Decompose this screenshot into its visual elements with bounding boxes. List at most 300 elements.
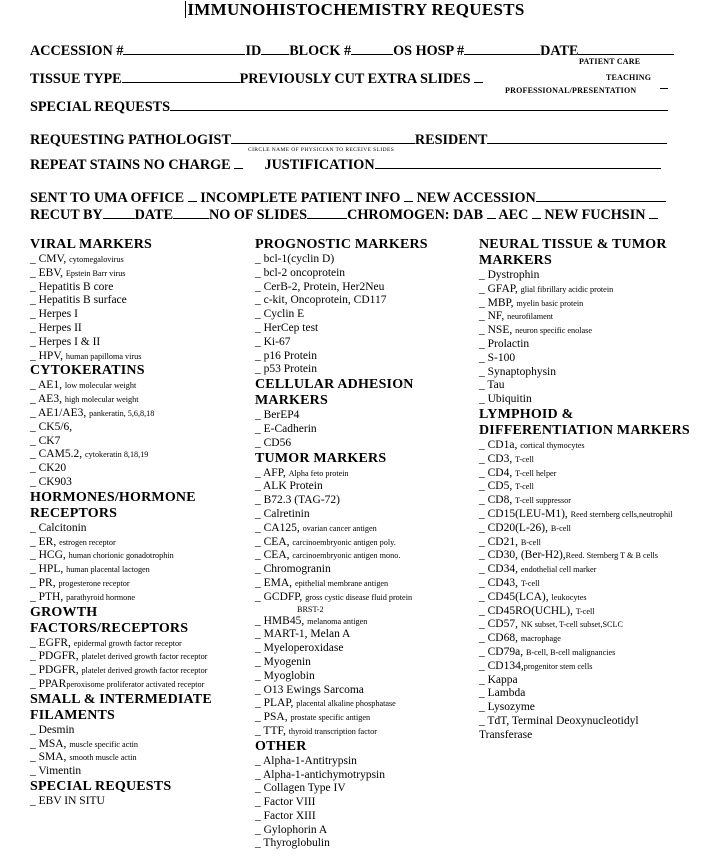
- checkbox-item[interactable]: [255, 536, 428, 550]
- item-label: PR,: [38, 576, 59, 589]
- checkbox-item[interactable]: [479, 439, 690, 453]
- blank-checkbox[interactable]: _: [479, 282, 488, 295]
- header-row-repeat: REPEAT STAINS NO CHARGE JUSTIFICATION: [30, 156, 661, 173]
- item-label: CD68,: [487, 632, 521, 645]
- checkbox-item[interactable]: [30, 281, 212, 295]
- checkbox-item[interactable]: [255, 725, 428, 739]
- item-label: NF,: [487, 310, 508, 323]
- checkbox-item[interactable]: [30, 751, 212, 765]
- header-row-sent: SENT TO UMA OFFICE INCOMPLETE PATIENT INFO NEW ACCESSION: [30, 189, 666, 206]
- checkbox-item[interactable]: [479, 366, 690, 380]
- item-description: placental alkaline phosphatase: [296, 699, 396, 709]
- blank-checkbox[interactable]: _: [255, 480, 263, 493]
- item-label: CD4,: [487, 466, 516, 479]
- checkbox-item[interactable]: [479, 269, 690, 283]
- blank-checkbox[interactable]: _: [30, 308, 39, 321]
- checkbox-item[interactable]: [30, 462, 212, 476]
- checkbox-item[interactable]: [30, 294, 212, 308]
- item-description: epidermal growth factor receptor: [73, 638, 182, 648]
- blank-checkbox[interactable]: _: [255, 576, 264, 589]
- item-label: CEA,: [263, 535, 293, 548]
- checkbox-item[interactable]: [479, 660, 690, 674]
- item-label: CD57,: [487, 618, 521, 631]
- checkbox-item[interactable]: [30, 765, 212, 779]
- blank-checkbox[interactable]: _: [30, 549, 39, 562]
- blank-checkbox[interactable]: _: [479, 324, 488, 337]
- blank-checkbox[interactable]: _: [255, 549, 264, 562]
- blank-checkbox[interactable]: _: [255, 809, 264, 822]
- item-label: CEA,: [263, 549, 293, 562]
- item-label: CD56: [263, 436, 292, 449]
- item-label: CA125,: [263, 521, 303, 534]
- checkbox-item[interactable]: [479, 338, 690, 352]
- checkbox-item[interactable]: [479, 591, 690, 605]
- item-label: p53 Protein: [263, 363, 317, 376]
- checkbox-item[interactable]: [30, 549, 212, 563]
- checkbox-item[interactable]: [255, 336, 428, 350]
- continuation-text: Transferase: [479, 728, 533, 741]
- item-description: leukocytes: [551, 592, 587, 602]
- blank-checkbox[interactable]: _: [479, 365, 488, 378]
- blank-checkbox[interactable]: _: [255, 711, 264, 724]
- checkbox-item[interactable]: [479, 632, 690, 646]
- checkbox-item[interactable]: [255, 437, 428, 451]
- checkbox-item[interactable]: [479, 577, 690, 591]
- checkbox-item[interactable]: [255, 350, 428, 364]
- blank-checkbox[interactable]: _: [479, 645, 488, 658]
- item-description: platelet derived growth factor receptor: [81, 652, 208, 662]
- item-label: Ubiquitin: [487, 393, 532, 406]
- item-label: CD30, (Ber-H2),: [487, 549, 566, 562]
- blank-checkbox[interactable]: _: [479, 618, 488, 631]
- blank-checkbox[interactable]: _: [255, 669, 264, 682]
- item-description: estrogen receptor: [59, 537, 116, 547]
- blank-checkbox[interactable]: _: [255, 409, 264, 422]
- blank-checkbox[interactable]: _: [30, 521, 39, 534]
- blank-checkbox[interactable]: _: [30, 535, 39, 548]
- special-requests-field[interactable]: [170, 98, 668, 111]
- blank-checkbox[interactable]: _: [255, 266, 264, 279]
- section-heading: VIRAL MARKERS: [30, 237, 153, 252]
- blank-checkbox[interactable]: _: [479, 563, 488, 576]
- checkbox-item[interactable]: [255, 670, 428, 684]
- blank-checkbox[interactable]: _: [479, 351, 488, 364]
- item-label: Collagen Type IV: [263, 782, 346, 795]
- item-label: AE3,: [38, 393, 65, 406]
- blank-checkbox[interactable]: _: [255, 697, 264, 710]
- blank-checkbox[interactable]: _: [479, 480, 488, 493]
- blank-checkbox[interactable]: _: [30, 723, 39, 736]
- checkbox-item[interactable]: [30, 253, 212, 267]
- checkbox-item[interactable]: [30, 591, 212, 605]
- blank-checkbox[interactable]: _: [479, 673, 488, 686]
- checkbox-item[interactable]: [30, 435, 212, 449]
- checkbox-item[interactable]: [255, 563, 428, 577]
- checkbox-item[interactable]: [255, 769, 428, 783]
- item-label: MART-1, Melan A: [263, 628, 351, 641]
- checkbox-item[interactable]: [30, 448, 212, 462]
- item-label: Calcitonin: [38, 521, 87, 534]
- checkbox-item[interactable]: [479, 310, 690, 324]
- blank-checkbox[interactable]: _: [30, 664, 39, 677]
- item-description: cytokeratin 8,18,19: [84, 450, 149, 460]
- blank-checkbox[interactable]: _: [255, 308, 264, 321]
- blank-checkbox[interactable]: _: [30, 266, 39, 279]
- blank-checkbox[interactable]: _: [30, 393, 38, 406]
- blank-checkbox[interactable]: _: [30, 475, 39, 488]
- item-label: Herpes I & II: [38, 335, 101, 348]
- blank-checkbox[interactable]: _: [255, 294, 264, 307]
- blank-checkbox[interactable]: _: [479, 269, 488, 281]
- item-label: CD21,: [487, 535, 521, 548]
- checkbox-item[interactable]: [30, 724, 212, 738]
- checkbox-item[interactable]: [255, 684, 428, 698]
- checkbox-item[interactable]: [255, 656, 428, 670]
- checkbox-item[interactable]: [255, 322, 428, 336]
- section-heading: CELLULAR ADHESION: [255, 377, 414, 393]
- blank-checkbox[interactable]: _: [255, 724, 264, 737]
- checkbox-item[interactable]: [255, 508, 428, 522]
- checkbox-item[interactable]: [30, 308, 212, 322]
- checkbox-item[interactable]: [30, 795, 212, 809]
- checkbox-item[interactable]: [30, 350, 212, 364]
- blank-checkbox[interactable]: _: [30, 379, 38, 392]
- checkbox-item[interactable]: [30, 476, 212, 490]
- professional-check[interactable]: [660, 88, 668, 89]
- blank-checkbox[interactable]: _: [255, 321, 264, 334]
- new-fuchsin-check[interactable]: [649, 206, 658, 219]
- checkbox-item[interactable]: [30, 336, 212, 350]
- item-label: CK20: [38, 462, 67, 475]
- item-description: glial fibrillary acidic protein: [520, 284, 614, 294]
- blank-checkbox[interactable]: _: [30, 253, 39, 265]
- item-label: p16 Protein: [263, 349, 317, 362]
- blank-checkbox[interactable]: _: [479, 466, 488, 479]
- header-row-pathologist: REQUESTING PATHOLOGIST RESIDENT: [30, 131, 667, 148]
- item-label: ALK Protein: [263, 480, 323, 493]
- blank-checkbox[interactable]: _: [255, 655, 264, 668]
- item-description: cortical thymocytes: [520, 440, 585, 450]
- blank-checkbox[interactable]: _: [479, 494, 488, 507]
- checkbox-item[interactable]: [30, 577, 212, 591]
- item-label: AFP,: [263, 466, 289, 479]
- blank-checkbox[interactable]: _: [479, 604, 488, 617]
- checkbox-item[interactable]: [255, 628, 428, 642]
- justification-field[interactable]: [375, 156, 661, 169]
- block-field[interactable]: [351, 42, 393, 55]
- blank-checkbox[interactable]: _: [255, 253, 264, 265]
- checkbox-item[interactable]: [30, 536, 212, 550]
- blank-checkbox[interactable]: _: [30, 563, 39, 576]
- section-heading: PROGNOSTIC MARKERS: [255, 237, 428, 252]
- item-label: CerB-2, Protein, Her2Neu: [263, 280, 385, 293]
- blank-checkbox[interactable]: _: [255, 349, 264, 362]
- checkbox-item[interactable]: [30, 267, 212, 281]
- checkbox-item[interactable]: [479, 715, 690, 729]
- item-label: bcl-2 oncoprotein: [263, 266, 346, 279]
- blank-checkbox[interactable]: _: [255, 422, 264, 435]
- recut-by-field[interactable]: [103, 206, 135, 219]
- blank-checkbox[interactable]: _: [255, 796, 264, 809]
- item-description: high molecular weight: [64, 395, 139, 405]
- blank-checkbox[interactable]: _: [479, 452, 488, 465]
- date-field[interactable]: [578, 42, 674, 55]
- blank-checkbox[interactable]: _: [255, 521, 264, 534]
- blank-checkbox[interactable]: _: [255, 535, 264, 548]
- blank-checkbox[interactable]: _: [30, 462, 39, 475]
- checkbox-item[interactable]: [479, 480, 690, 494]
- new-accession-field[interactable]: [536, 189, 666, 202]
- aec-check[interactable]: [532, 206, 541, 219]
- checkbox-item[interactable]: [255, 409, 428, 423]
- item-label: CD79a,: [487, 645, 526, 658]
- column-middle: [255, 237, 428, 851]
- incomplete-check[interactable]: [404, 189, 413, 202]
- blank-checkbox[interactable]: _: [255, 590, 264, 603]
- checkbox-item[interactable]: [255, 837, 428, 851]
- checkbox-item[interactable]: [479, 563, 690, 577]
- dab-check[interactable]: [487, 206, 496, 219]
- checkbox-item[interactable]: [30, 637, 212, 651]
- checkbox-item[interactable]: [30, 379, 212, 393]
- blank-checkbox[interactable]: _: [255, 563, 264, 576]
- checkbox-item[interactable]: [479, 549, 690, 563]
- checkbox-item[interactable]: [255, 796, 428, 810]
- item-label: GCDFP,: [263, 590, 306, 603]
- item-label: Kappa: [487, 673, 518, 686]
- os-hosp-field[interactable]: [464, 42, 540, 55]
- blank-checkbox[interactable]: _: [479, 296, 488, 309]
- item-description: prostate specific antigen: [290, 713, 371, 723]
- section-heading: SPECIAL REQUESTS: [30, 778, 172, 794]
- checkbox-item[interactable]: [255, 467, 428, 481]
- checkbox-item[interactable]: [30, 322, 212, 336]
- checkbox-item[interactable]: [255, 423, 428, 437]
- checkbox-item[interactable]: [479, 536, 690, 550]
- blank-checkbox[interactable]: _: [30, 335, 39, 348]
- item-description: peroxisome proliferator activated receptor: [66, 679, 205, 689]
- checkbox-item[interactable]: [479, 453, 690, 467]
- checkbox-item[interactable]: [30, 522, 212, 536]
- blank-checkbox[interactable]: _: [30, 349, 39, 362]
- checkbox-item[interactable]: [255, 810, 428, 824]
- checkbox-item[interactable]: [479, 283, 690, 297]
- blank-checkbox[interactable]: _: [30, 737, 39, 750]
- checkbox-item[interactable]: [479, 701, 690, 715]
- checkbox-item[interactable]: [479, 324, 690, 338]
- item-label: MSA,: [38, 737, 70, 750]
- id-field[interactable]: [261, 42, 289, 55]
- blank-checkbox[interactable]: _: [30, 794, 39, 807]
- item-label: CD45RO(UCHL),: [487, 604, 576, 617]
- blank-checkbox[interactable]: _: [479, 535, 488, 548]
- blank-checkbox[interactable]: _: [30, 280, 39, 293]
- checkbox-item[interactable]: [255, 281, 428, 295]
- checkbox-item[interactable]: [479, 618, 690, 632]
- checkbox-item[interactable]: [479, 605, 690, 619]
- blank-checkbox[interactable]: _: [255, 466, 263, 479]
- blank-checkbox[interactable]: _: [479, 507, 488, 520]
- resident-field[interactable]: [487, 131, 667, 144]
- checkbox-item[interactable]: [255, 363, 428, 377]
- blank-checkbox[interactable]: _: [479, 687, 488, 700]
- blank-checkbox[interactable]: _: [30, 751, 39, 764]
- checkbox-item[interactable]: [255, 711, 428, 725]
- blank-checkbox[interactable]: _: [479, 379, 488, 392]
- section-heading: CYTOKERATINS: [30, 363, 145, 379]
- checkbox-item[interactable]: [30, 664, 212, 678]
- blank-checkbox[interactable]: _: [30, 576, 39, 589]
- checkbox-item[interactable]: [255, 615, 428, 629]
- section-heading: TUMOR MARKERS: [255, 450, 387, 466]
- checkbox-item[interactable]: [255, 755, 428, 769]
- checkbox-item[interactable]: [30, 563, 212, 577]
- blank-checkbox[interactable]: _: [30, 294, 39, 307]
- blank-checkbox[interactable]: _: [479, 714, 488, 727]
- blank-checkbox[interactable]: _: [30, 434, 39, 447]
- blank-checkbox[interactable]: _: [479, 438, 488, 451]
- item-description: T-cell: [515, 454, 534, 464]
- checkbox-item[interactable]: [479, 379, 690, 393]
- item-description: T-cell suppressor: [515, 496, 571, 506]
- blank-checkbox[interactable]: _: [479, 701, 488, 714]
- checkbox-item[interactable]: [479, 522, 690, 536]
- blank-checkbox[interactable]: _: [30, 448, 39, 461]
- header-row-accession: ACCESSION # ID BLOCK # OS HOSP # DATE: [30, 42, 674, 59]
- blank-checkbox[interactable]: _: [479, 310, 488, 323]
- blank-checkbox[interactable]: _: [479, 393, 488, 406]
- item-label: TdT, Terminal Deoxynucleotidyl: [487, 714, 639, 727]
- item-label: MBP,: [487, 296, 517, 309]
- item-description: NK subset, T-cell subset,SCLC: [520, 620, 623, 630]
- checkbox-item[interactable]: [255, 267, 428, 281]
- extra-slides-check[interactable]: [474, 70, 483, 83]
- blank-checkbox[interactable]: _: [255, 754, 263, 767]
- tissue-type-field[interactable]: [122, 70, 240, 83]
- blank-checkbox[interactable]: _: [255, 494, 264, 507]
- item-description: melanoma antigen: [307, 616, 368, 626]
- blank-checkbox[interactable]: _: [479, 590, 488, 603]
- checkbox-item[interactable]: [255, 480, 428, 494]
- item-label: PDGFR,: [38, 650, 82, 663]
- item-description: carcinoembryonic antigen mono.: [292, 551, 401, 561]
- blank-checkbox[interactable]: _: [30, 677, 39, 690]
- blank-checkbox[interactable]: _: [255, 436, 264, 449]
- checkbox-item[interactable]: [255, 782, 428, 796]
- blank-checkbox[interactable]: _: [255, 614, 264, 627]
- checkbox-item[interactable]: [255, 308, 428, 322]
- checkbox-item[interactable]: [30, 421, 212, 435]
- item-label: Factor XIII: [263, 809, 316, 822]
- checkbox-item[interactable]: [255, 697, 428, 711]
- item-label: HPL,: [38, 563, 67, 576]
- blank-checkbox[interactable]: _: [30, 650, 39, 663]
- repeat-stains-check[interactable]: [234, 156, 243, 169]
- accession-field[interactable]: [123, 42, 245, 55]
- checkbox-item[interactable]: [255, 522, 428, 536]
- checkbox-item[interactable]: [255, 577, 428, 591]
- checkbox-item[interactable]: [255, 824, 428, 838]
- section-heading: MARKERS: [479, 253, 552, 268]
- blank-checkbox[interactable]: _: [255, 837, 264, 850]
- checkbox-item[interactable]: [479, 393, 690, 407]
- circle-note: CIRCLE NAME OF PHYSICIAN TO RECEIVE SLIDES: [248, 147, 395, 153]
- blank-checkbox[interactable]: _: [255, 335, 264, 348]
- blank-checkbox[interactable]: _: [255, 642, 264, 655]
- sent-to-check[interactable]: [188, 189, 197, 202]
- item-label: Cyclin E: [263, 308, 305, 321]
- checkbox-item[interactable]: [30, 650, 212, 664]
- section-heading: NEURAL TISSUE & TUMOR: [479, 237, 667, 252]
- blank-checkbox[interactable]: _: [255, 768, 263, 781]
- item-label: Tau: [487, 379, 505, 392]
- blank-checkbox[interactable]: _: [479, 337, 488, 350]
- checkbox-item[interactable]: [479, 297, 690, 311]
- blank-checkbox[interactable]: _: [479, 632, 488, 645]
- blank-checkbox[interactable]: _: [479, 659, 488, 672]
- blank-checkbox[interactable]: _: [479, 549, 488, 562]
- checkbox-item[interactable]: [479, 687, 690, 701]
- checkbox-item[interactable]: [30, 738, 212, 752]
- blank-checkbox[interactable]: _: [479, 576, 488, 589]
- checkbox-item[interactable]: [255, 253, 428, 267]
- blank-checkbox[interactable]: _: [255, 363, 264, 376]
- item-label: CD45(LCA),: [487, 590, 552, 603]
- checkbox-item[interactable]: [479, 352, 690, 366]
- blank-checkbox[interactable]: _: [255, 280, 264, 293]
- checkbox-item[interactable]: [479, 467, 690, 481]
- blank-checkbox[interactable]: _: [30, 406, 38, 419]
- checkbox-item[interactable]: [30, 678, 212, 692]
- checkbox-item[interactable]: [479, 494, 690, 508]
- checkbox-item[interactable]: [255, 494, 428, 508]
- no-of-slides-field[interactable]: [307, 206, 347, 219]
- recut-date-field[interactable]: [173, 206, 209, 219]
- blank-checkbox[interactable]: _: [255, 823, 264, 836]
- checkbox-item[interactable]: [255, 591, 428, 605]
- item-description: Reed sternberg cells,neutrophil: [570, 509, 673, 519]
- blank-checkbox[interactable]: _: [255, 628, 264, 641]
- item-label: Calretinin: [263, 507, 310, 520]
- item-label: Hepatitis B core: [38, 280, 114, 293]
- item-description: muscle specific actin: [69, 739, 138, 749]
- blank-checkbox[interactable]: _: [30, 321, 39, 334]
- blank-checkbox[interactable]: _: [255, 782, 264, 795]
- blank-checkbox[interactable]: _: [30, 420, 39, 433]
- blank-checkbox[interactable]: _: [30, 765, 39, 778]
- checkbox-item[interactable]: [30, 393, 212, 407]
- blank-checkbox[interactable]: _: [255, 683, 264, 696]
- item-description: ovarian cancer antigen: [302, 523, 377, 533]
- item-description: B-cell: [550, 523, 571, 533]
- checkbox-item[interactable]: [255, 549, 428, 563]
- blank-checkbox[interactable]: _: [255, 507, 264, 520]
- checkbox-item[interactable]: [255, 294, 428, 308]
- checkbox-item[interactable]: [255, 642, 428, 656]
- blank-checkbox[interactable]: _: [479, 521, 488, 534]
- item-label: EBV,: [38, 266, 66, 279]
- blank-checkbox[interactable]: _: [30, 590, 39, 603]
- item-label: HerCep test: [263, 321, 319, 334]
- item-label: Synaptophysin: [487, 365, 556, 378]
- item-description: neuron specific enolase: [515, 326, 592, 336]
- pathologist-field[interactable]: [231, 131, 415, 144]
- checkbox-item[interactable]: [30, 407, 212, 421]
- checkbox-item[interactable]: [479, 674, 690, 688]
- blank-checkbox[interactable]: _: [30, 636, 39, 649]
- checkbox-item[interactable]: [479, 508, 690, 522]
- checkbox-item[interactable]: [479, 646, 690, 660]
